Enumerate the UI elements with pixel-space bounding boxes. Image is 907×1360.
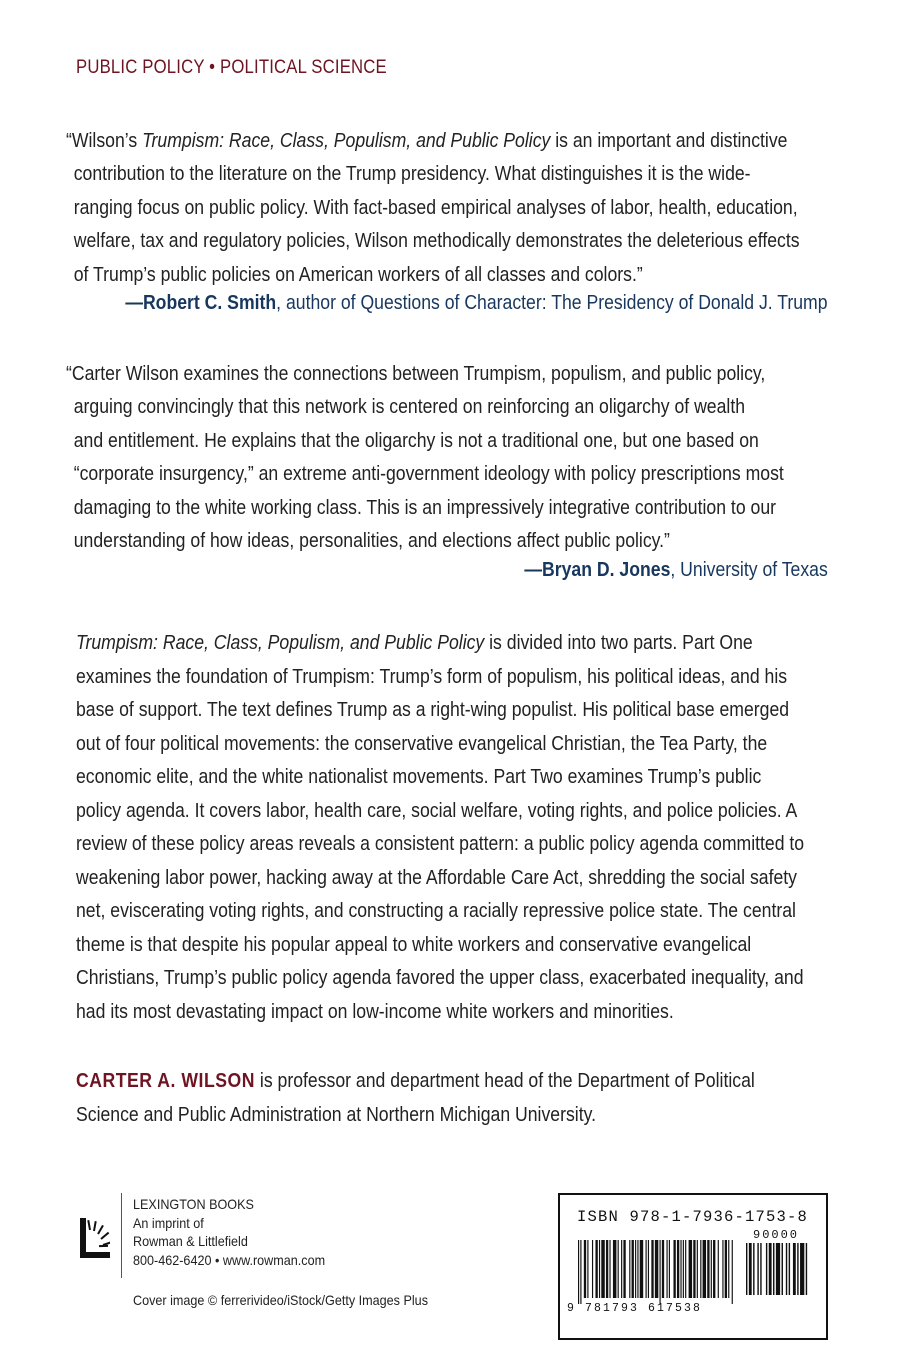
barcode-bar: [677, 1240, 679, 1298]
barcode-bar: [629, 1240, 630, 1298]
barcode-bar: [773, 1243, 774, 1295]
barcode-bar: [753, 1243, 754, 1295]
barcode-bar: [673, 1240, 675, 1298]
quote-line: of Trump’s public policies on American workers of all classes and colors.”: [73, 262, 643, 286]
description-line: policy agenda. It covers labor, health care, social welfare, voting rights, and police policies. A: [76, 798, 798, 822]
barcode-bar: [711, 1240, 712, 1298]
barcode-bar: [666, 1240, 667, 1298]
description-line: base of support. The text defines Trump as a right-wing populist. His political base emerged: [76, 698, 790, 721]
publisher-block: [80, 1193, 400, 1283]
barcode-bar: [646, 1240, 647, 1298]
barcode-bar: [609, 1240, 610, 1298]
quote-text: [66, 124, 835, 291]
barcode-bar: [689, 1240, 692, 1298]
barcode-bar: [685, 1240, 686, 1298]
barcode-bar: [806, 1243, 807, 1295]
barcode-bar: [655, 1240, 658, 1298]
barcode-bar: [797, 1243, 798, 1295]
attribution-detail: , author of Questions of Character: The Presidency of Donald J. Trump: [276, 291, 828, 314]
barcode-bar: [789, 1243, 790, 1295]
barcode-bar: [700, 1240, 701, 1298]
description-line: Trumpism: Race, Class, Populism, and Public Policy is divided into two parts. Part One: [76, 631, 753, 654]
barcode-bar: [587, 1240, 588, 1298]
barcode-bar: [637, 1240, 638, 1298]
barcode-bar: [769, 1243, 772, 1295]
quote-line: “corporate insurgency,” an extreme anti-government ideology with policy prescriptions most: [73, 462, 784, 486]
quote-attribution-2: [525, 558, 828, 582]
description-line: examines the foundation of Trumpism: Trump’s form of populism, his political ideas, and his: [76, 664, 788, 688]
barcode-bar: [599, 1240, 600, 1298]
barcode-bar: [703, 1240, 706, 1298]
book-description: [76, 626, 907, 1028]
quote-line: understanding of how ideas, personalities, and elections affect public policy.”: [73, 529, 670, 553]
addon-barcode-bars: [746, 1243, 814, 1301]
author-name: CARTER A. WILSON: [76, 1069, 256, 1092]
publisher-imprint: An imprint of: [133, 1214, 204, 1231]
ean-digits: 9 781793 617538: [567, 1302, 703, 1315]
quote-line: contribution to the literature on the Trump presidency. What distinguishes it is the wide-: [73, 162, 751, 186]
barcode-bar: [782, 1243, 783, 1295]
author-bio: [76, 1064, 907, 1131]
category-label: PUBLIC POLICY • POLITICAL SCIENCE: [76, 57, 387, 78]
description-line: weakening labor power, hacking away at the Affordable Care Act, shredding the social safety: [76, 865, 797, 889]
barcode-bar: [648, 1240, 649, 1298]
endorsement-quote-2: [66, 357, 907, 557]
barcode-bar: [757, 1243, 758, 1295]
barcode-bar: [662, 1240, 664, 1298]
bio-line: Science and Public Administration at Northern Michigan University.: [76, 1102, 597, 1126]
barcode-bar: [760, 1243, 761, 1295]
barcode-bar: [707, 1240, 709, 1298]
barcode-bar: [640, 1240, 643, 1298]
publisher-contact: 800-462-6420 • www.rowman.com: [133, 1251, 326, 1268]
ean-barcode-bars: [578, 1240, 738, 1304]
barcode-bar: [651, 1240, 653, 1298]
barcode-bar: [718, 1240, 719, 1298]
publisher-name: LEXINGTON BOOKS: [133, 1196, 254, 1212]
barcode-bar: [621, 1240, 622, 1298]
barcode-bar: [669, 1240, 670, 1298]
barcode-bar: [776, 1243, 780, 1295]
bio-line: CARTER A. WILSON is professor and department head of the Department of Political: [76, 1069, 755, 1092]
cover-image-credit: Cover image © ferrerivideo/iStock/Getty Images Plus: [133, 1292, 429, 1308]
barcode-bar: [683, 1240, 684, 1298]
barcode-bar: [623, 1240, 625, 1298]
barcode-bar: [659, 1240, 660, 1304]
barcode-bar: [613, 1240, 616, 1298]
barcode-bar: [601, 1240, 604, 1298]
description-line: had its most devastating impact on low-income white workers and minorities.: [76, 999, 674, 1023]
barcode-bar: [786, 1243, 787, 1295]
barcode-bar: [697, 1240, 698, 1298]
attribution-detail: , University of Texas: [670, 558, 828, 581]
barcode-bar: [580, 1240, 581, 1304]
quote-line: “Wilson’s Trumpism: Race, Class, Populism, and Public Policy is an important and distinctive: [66, 129, 788, 152]
book-title: Trumpism: Race, Class, Populism, and Public Policy: [142, 129, 551, 152]
barcode-bar: [584, 1240, 586, 1298]
barcode-bar: [632, 1240, 634, 1298]
barcode-bar: [595, 1240, 597, 1298]
barcode-bar: [793, 1243, 796, 1295]
barcode-bar: [800, 1243, 804, 1295]
barcode-bar: [635, 1240, 636, 1298]
barcode-bar: [722, 1240, 723, 1298]
barcode-bar: [578, 1240, 579, 1304]
barcode-bar: [592, 1240, 593, 1298]
quote-line: arguing convincingly that this network is centered on reinforcing an oligarchy of wealth: [73, 395, 746, 419]
description-line: economic elite, and the white nationalist movements. Part Two examines Trump’s public: [76, 765, 762, 788]
quote-attribution-1: [126, 291, 828, 315]
barcode-bar: [725, 1240, 727, 1298]
description-line: net, eviscerating voting rights, and constructing a racially repressive police state. The central: [76, 899, 796, 922]
attribution-name: —Robert C. Smith: [125, 291, 277, 314]
barcode-bar: [618, 1240, 619, 1298]
barcode-bar: [693, 1240, 695, 1298]
quote-text: [66, 357, 835, 557]
description-line: Christians, Trump’s public policy agenda favored the upper class, exacerbated inequality, and: [76, 966, 804, 989]
quote-line: and entitlement. He explains that the oligarchy is not a traditional one, but one based on: [73, 428, 759, 452]
publisher-parent: Rowman & Littlefield: [133, 1233, 248, 1249]
barcode-bar: [680, 1240, 681, 1298]
barcode-bar: [749, 1243, 752, 1295]
publisher-divider: [121, 1193, 122, 1278]
publisher-text: [133, 1195, 346, 1269]
price-code: 90000: [753, 1228, 800, 1242]
attribution-name: —Bryan D. Jones: [524, 558, 671, 581]
isbn-barcode: [558, 1193, 828, 1340]
quote-line: damaging to the white working class. This is an impressively integrative contribution to our: [73, 495, 777, 519]
lexington-logo-icon: [80, 1218, 110, 1258]
barcode-bar: [713, 1240, 715, 1298]
barcode-bar: [746, 1243, 747, 1295]
quote-line: ranging focus on public policy. With fact-based empirical analyses of labor, health, education,: [73, 195, 798, 219]
barcode-bar: [732, 1240, 733, 1304]
barcode-bar: [606, 1240, 608, 1298]
barcode-bar: [766, 1243, 767, 1295]
isbn-number: ISBN 978-1-7936-1753-8: [577, 1208, 809, 1226]
endorsement-quote-1: [66, 124, 907, 291]
description-line: review of these policy areas reveals a consistent pattern: a public policy agenda committed to: [76, 832, 805, 855]
description-line: theme is that despite his popular appeal to white workers and conservative evangelical: [76, 932, 752, 956]
description-line: out of four political movements: the conservative evangelical Christian, the Tea Party, the: [76, 731, 768, 755]
book-title: Trumpism: Race, Class, Populism, and Public Policy: [76, 631, 485, 654]
quote-line: welfare, tax and regulatory policies, Wilson methodically demonstrates the deleterious effects: [73, 229, 800, 253]
quote-line: “Carter Wilson examines the connections between Trumpism, populism, and public policy,: [66, 362, 766, 385]
barcode-bar: [728, 1240, 729, 1298]
